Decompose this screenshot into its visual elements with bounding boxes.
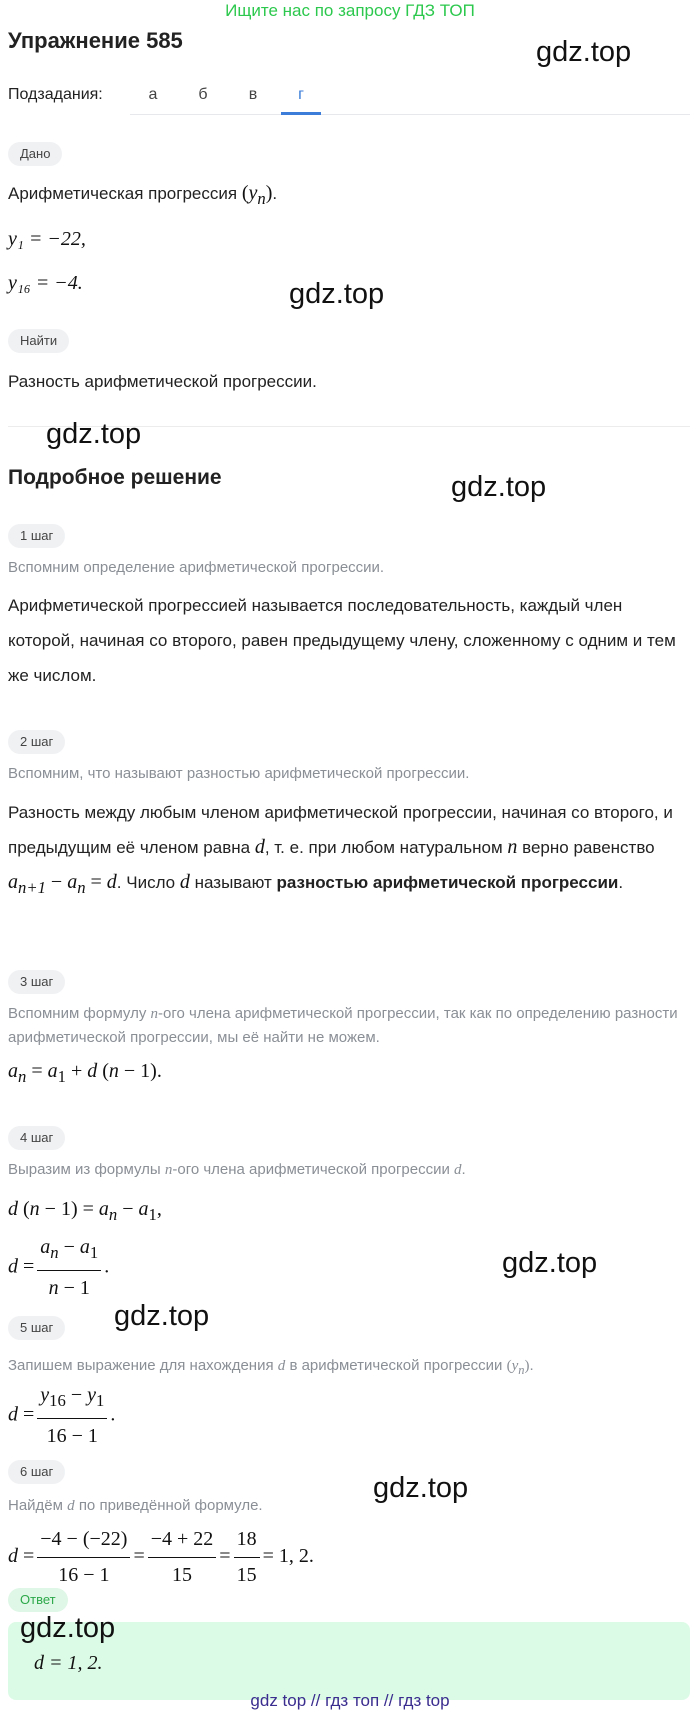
step-1-body: Арифметической прогрессией называется последовательность, каждый член которой, начиная со второго, равен предыдущему члену, сложенному с одним и тем же числом.: [8, 596, 676, 685]
step-6-hint: Найдём d по приведённой формуле.: [8, 1497, 263, 1514]
step-2-body-d: Число: [126, 873, 176, 892]
given-sequence: $(y_n)$: [241, 182, 273, 208]
step-1-badge: 1 шаг: [8, 524, 65, 548]
step-4-formula-1: d $(n - 1) = a_n - a_1$,: [8, 1198, 162, 1224]
answer-value: d = 1, 2.: [34, 1652, 103, 1674]
answer-badge: Ответ: [8, 1588, 68, 1612]
step-4-hint-a: Выразим из формулы: [8, 1161, 161, 1178]
watermark: gdz.top: [20, 1612, 116, 1644]
given-y1: y₁ = −22,: [8, 228, 86, 250]
step-6-formula: d = $\frac{-4 - (-22)}{16 - 1}$ = $\frac{-4 + 22}{15}$ = $\frac{18}{15}$ = 1, 2.: [8, 1522, 688, 1593]
step-4-hint-b: -ого члена арифметической прогрессии: [172, 1161, 450, 1178]
watermark: gdz.top: [373, 1472, 469, 1504]
watermark: gdz.top: [46, 418, 142, 450]
step-2-badge: 2 шаг: [8, 730, 65, 754]
step-6-badge: 6 шаг: [8, 1460, 65, 1484]
tab-g[interactable]: г: [298, 86, 304, 103]
page-title: Упражнение 585: [8, 28, 183, 53]
step-3-badge: 3 шаг: [8, 970, 65, 994]
solution-title: Подробное решение: [8, 466, 222, 489]
tab-b[interactable]: б: [198, 86, 208, 103]
step-2-body-c: верно равенство: [522, 838, 655, 857]
watermark: gdz.top: [502, 1247, 598, 1279]
step-6-hint-a: Найдём: [8, 1497, 63, 1514]
given-line1-text: Арифметическая прогрессия: [8, 184, 238, 203]
step-4-badge: 4 шаг: [8, 1126, 65, 1150]
watermark: gdz.top: [536, 36, 632, 68]
step-3-hint-b: -ого члена арифметической прогрессии, так как по определению разности арифметической прогрессии, мы её найти не можем.: [8, 1005, 678, 1046]
step-4-hint: Выразим из формулы n-ого члена арифметической прогрессии d.: [8, 1161, 466, 1178]
step-5-formula: d = $\frac{y_{16} - y_1}{16 - 1}$ .: [8, 1378, 688, 1454]
find-text: Разность арифметической прогрессии.: [8, 372, 317, 391]
given-y16: y₁₆ = −4.: [8, 272, 83, 294]
find-badge: Найти: [8, 329, 69, 353]
step-6-hint-b: по приведённой формуле.: [78, 1497, 263, 1514]
tab-v[interactable]: в: [248, 86, 258, 103]
top-banner[interactable]: Ищите нас по запросу ГДЗ ТОП: [225, 1, 475, 20]
watermark: gdz.top: [451, 471, 547, 503]
step-1-hint: Вспомним определение арифметической прогрессии.: [8, 559, 385, 576]
step-2-body-b: , т. е. при любом натуральном: [264, 838, 503, 857]
step-2-body-bold: разностью арифметической прогрессии: [276, 873, 619, 892]
watermark: gdz.top: [289, 278, 385, 310]
step-2-body-a: Разность между любым членом арифметической прогрессии, начиная со второго, и предыдущим её членом равна: [8, 803, 673, 857]
subtasks-label: Подзадания:: [8, 86, 103, 103]
step-5-hint-a: Запишем выражение для нахождения: [8, 1357, 274, 1374]
step-3-hint-a: Вспомним формулу: [8, 1005, 147, 1022]
step-5-badge: 5 шаг: [8, 1316, 65, 1340]
step-3-formula: $a_n = a_1 + d$ (n − 1).: [8, 1060, 162, 1086]
step-2-body-e: называют: [194, 873, 272, 892]
step-3-hint: Вспомним формулу n-ого члена арифметической прогрессии, так как по определению разности арифметической прогрессии, мы её найти не можем.: [8, 1005, 678, 1046]
footer-links[interactable]: gdz top // гдз топ // гдз top: [250, 1691, 450, 1710]
step-5-hint: Запишем выражение для нахождения d в арифметической прогрессии $(y_n)$.: [8, 1357, 534, 1377]
given-line1: Арифметическая прогрессия $(y_n)$.: [8, 182, 278, 208]
tab-a[interactable]: а: [148, 86, 158, 103]
given-badge: Дано: [8, 142, 62, 166]
subtask-tabs: [130, 80, 690, 115]
step-2-hint: Вспомним, что называют разностью арифметической прогрессии.: [8, 765, 470, 782]
step-5-hint-b: в арифметической прогрессии: [289, 1357, 503, 1374]
step-2-body: Разность между любым членом арифметической прогрессии, начиная со второго, и предыдущим её членом равна d, т. е. при любом натуральном n верно равенство $a_{n+1} - a_n = d$. Число d называют разностью арифметической прогрессии.: [8, 803, 673, 897]
active-tab-indicator: [281, 112, 321, 115]
watermark: gdz.top: [114, 1300, 210, 1332]
step-4-formula-2: d = $\frac{a_n - a_1}{n - 1}$ .: [8, 1230, 688, 1306]
